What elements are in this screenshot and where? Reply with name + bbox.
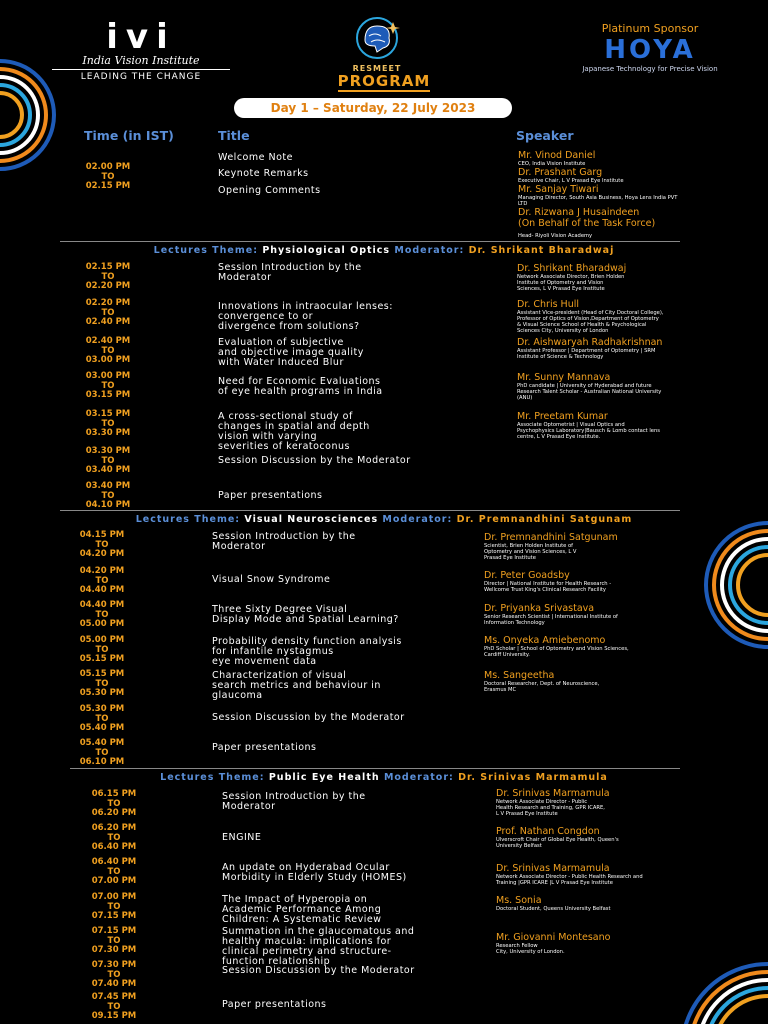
- brain-icon: [347, 16, 407, 60]
- theme-heading-3: Lectures Theme: Public Eye Health Moderator: Dr. Srinivas Marmamula: [160, 772, 608, 783]
- session-time: 02.40 PM TO 03.00 PM: [85, 336, 131, 365]
- session-speaker: Ms. Onyeka Amiebenomo PhD Scholar | School of Optometry and Vision Sciences, Cardiff University.: [484, 635, 629, 658]
- decorative-arcs-top-left: [0, 40, 60, 190]
- session-time: 07.15 PM TO 07.30 PM: [91, 926, 137, 955]
- session-title: Session Introduction by the Moderator: [222, 791, 366, 812]
- session-speaker: Dr. Srinivas Marmamula Network Associate Director - Public Health Research and Training, GPR ICARE, L V Prasad Eye Institute: [496, 788, 610, 817]
- day-label: Day 1 – Saturday, 22 July 2023: [234, 98, 512, 118]
- session-speaker: Dr. Aishwaryah Radhakrishnan Assistant Professor | Department of Optometry | SRM Institute of Science & Technology: [517, 337, 663, 360]
- session-time: 07.45 PM TO 09.15 PM: [91, 992, 137, 1021]
- session-time: 03.15 PM TO 03.30 PM: [85, 409, 131, 438]
- session-time: 04.40 PM TO 05.00 PM: [79, 600, 125, 629]
- divider: [70, 768, 680, 769]
- session-title: Evaluation of subjective and objective image quality with Water Induced Blur: [218, 337, 364, 368]
- opening-title-keynote: Keynote Remarks: [218, 168, 309, 179]
- session-title: The Impact of Hyperopia on Academic Performance Among Children: A Systematic Review: [222, 894, 382, 925]
- session-title: Session Introduction by the Moderator: [218, 262, 362, 283]
- decorative-arcs-bottom-right: [660, 960, 768, 1024]
- session-time: 03.00 PM TO 03.15 PM: [85, 371, 131, 400]
- session-speaker: Dr. Priyanka Srivastava Senior Research Scientist | International Institute of Information Technology: [484, 603, 618, 626]
- program-title: PROGRAM: [337, 72, 431, 90]
- resmeet-label: RESMEET: [352, 64, 402, 73]
- theme-heading-2: Lectures Theme: Visual Neurosciences Moderator: Dr. Premnandhini Satgunam: [135, 514, 633, 525]
- sponsor-tagline: Japanese Technology for Precise Vision: [582, 65, 718, 73]
- session-time: 07.00 PM TO 07.15 PM: [91, 892, 137, 921]
- session-title: ENGINE: [222, 832, 262, 843]
- session-title: An update on Hyderabad Ocular Morbidity in Elderly Study (HOMES): [222, 862, 407, 883]
- resmeet-logo: [332, 16, 422, 73]
- session-time: 04.15 PM TO 04.20 PM: [79, 530, 125, 559]
- session-speaker: Ms. Sangeetha Doctoral Researcher, Dept. of Neuroscience, Erasmus MC: [484, 670, 600, 693]
- column-header-time: Time (in IST): [84, 128, 174, 143]
- session-title: Innovations in intraocular lenses: convergence to or divergence from solutions?: [218, 301, 393, 332]
- session-title: Three Sixty Degree Visual Display Mode and Spatial Learning?: [212, 604, 399, 625]
- session-speaker: Mr. Giovanni Montesano Research Fellow City, University of London.: [496, 932, 611, 955]
- session-time: 03.40 PM TO 04.10 PM: [85, 481, 131, 510]
- session-speaker: Mr. Sunny Mannava PhD candidate | University of Hyderabad and future Research Talent Scholar - Australian National University (ANU): [517, 372, 662, 401]
- session-time: 02.15 PM TO 02.20 PM: [85, 262, 131, 291]
- session-title: Need for Economic Evaluations of eye health programs in India: [218, 376, 383, 397]
- session-title: A cross-sectional study of changes in spatial and depth vision with varying severities of keratoconus: [218, 411, 370, 452]
- session-time: 05.30 PM TO 05.40 PM: [79, 704, 125, 733]
- session-title: Session Discussion by the Moderator: [212, 712, 405, 723]
- session-time: 06.20 PM TO 06.40 PM: [91, 823, 137, 852]
- session-time: 05.15 PM TO 05.30 PM: [79, 669, 125, 698]
- session-time: 05.40 PM TO 06.10 PM: [79, 738, 125, 767]
- session-time: 06.15 PM TO 06.20 PM: [91, 789, 137, 818]
- session-time: 03.30 PM TO 03.40 PM: [85, 446, 131, 475]
- speaker-opening-1: Mr. Vinod Daniel CEO, India Vision Institute: [518, 150, 596, 167]
- session-title: Paper presentations: [222, 999, 327, 1010]
- session-time: 02.20 PM TO 02.40 PM: [85, 298, 131, 327]
- theme-heading-1: Lectures Theme: Physiological Optics Moderator: Dr. Shrikant Bharadwaj: [153, 245, 615, 256]
- opening-title-welcome: Welcome Note: [218, 152, 293, 163]
- sponsor-caption: Platinum Sponsor: [601, 22, 699, 35]
- session-time: 05.00 PM TO 05.15 PM: [79, 635, 125, 664]
- session-time: 04.20 PM TO 04.40 PM: [79, 566, 125, 595]
- session-speaker: Dr. Chris Hull Assistant Vice-president (Head of City Doctoral College), Professor of Optics of Vision,Department of Optometry & Visual Science School of Health & Psychological Sciences City, University of London: [517, 299, 664, 334]
- divider: [60, 510, 680, 511]
- session-speaker: Mr. Preetam Kumar Associate Optometrist | Visual Optics and Psychophysics Laboratory|Bausch & Lomb contact lens centre, L V Prasad Eye Institute.: [517, 411, 660, 440]
- session-title: Characterization of visual search metrics and behaviour in glaucoma: [212, 670, 381, 701]
- column-header-title: Title: [218, 128, 250, 143]
- speaker-opening-4: Dr. Rizwana J Husaindeen (On Behalf of the Task Force) Head- Riyoli Vision Academy: [518, 207, 656, 239]
- session-title: Visual Snow Syndrome: [212, 574, 331, 585]
- sponsor-block: [560, 22, 740, 73]
- ivi-logo-name: India Vision Institute: [52, 54, 230, 70]
- session-speaker: Dr. Srinivas Marmamula Network Associate Director - Public Health Research and Training |GPR ICARE |L V Prasad Eye Institute: [496, 863, 643, 886]
- speaker-opening-3: Mr. Sanjay Tiwari Managing Director, South Asia Business, Hoya Lens India PVT LTD: [518, 184, 678, 207]
- session-title: Probability density function analysis for infantile nystagmus eye movement data: [212, 636, 402, 667]
- session-time: 06.40 PM TO 07.00 PM: [91, 857, 137, 886]
- session-title: Session Discussion by the Moderator: [222, 965, 415, 976]
- ivi-logo-mark: ivi: [106, 17, 176, 57]
- session-title: Session Discussion by the Moderator: [218, 455, 411, 466]
- session-title: Paper presentations: [218, 490, 323, 501]
- session-speaker: Ms. Sonia Doctoral Student, Queens University Belfast: [496, 895, 611, 912]
- divider: [60, 241, 680, 242]
- session-time: 07.30 PM TO 07.40 PM: [91, 960, 137, 989]
- session-title: Summation in the glaucomatous and healthy macula: implications for clinical perimetry and structure- function relationship: [222, 926, 415, 967]
- hoya-logo: HOYA: [604, 35, 696, 65]
- session-speaker: Dr. Peter Goadsby Director | National Institute for Health Research - Wellcome Trust King's Clinical Research Facility: [484, 570, 612, 593]
- session-speaker: Prof. Nathan Congdon Ulverscroft Chair of Global Eye Health, Queen's University Belfast: [496, 826, 619, 849]
- ivi-logo-tagline: LEADING THE CHANGE: [80, 72, 202, 82]
- session-title: Session Introduction by the Moderator: [212, 531, 356, 552]
- session-speaker: Dr. Premnandhini Satgunam Scientist, Brien Holden Institute of Optometry and Vision Sciences, L V Prasad Eye Institute: [484, 532, 618, 561]
- opening-time: 02.00 PM TO 02.15 PM: [85, 162, 131, 191]
- opening-title-comments: Opening Comments: [218, 185, 321, 196]
- session-title: Paper presentations: [212, 742, 317, 753]
- column-header-speaker: Speaker: [516, 128, 574, 143]
- speaker-opening-2: Dr. Prashant Garg Executive Chair, L V Prasad Eye Institute: [518, 167, 624, 184]
- session-speaker: Dr. Shrikant Bharadwaj Network Associate Director, Brien Holden Institute of Optometry and Vision Sciences, L V Prasad Eye Institute: [517, 263, 627, 292]
